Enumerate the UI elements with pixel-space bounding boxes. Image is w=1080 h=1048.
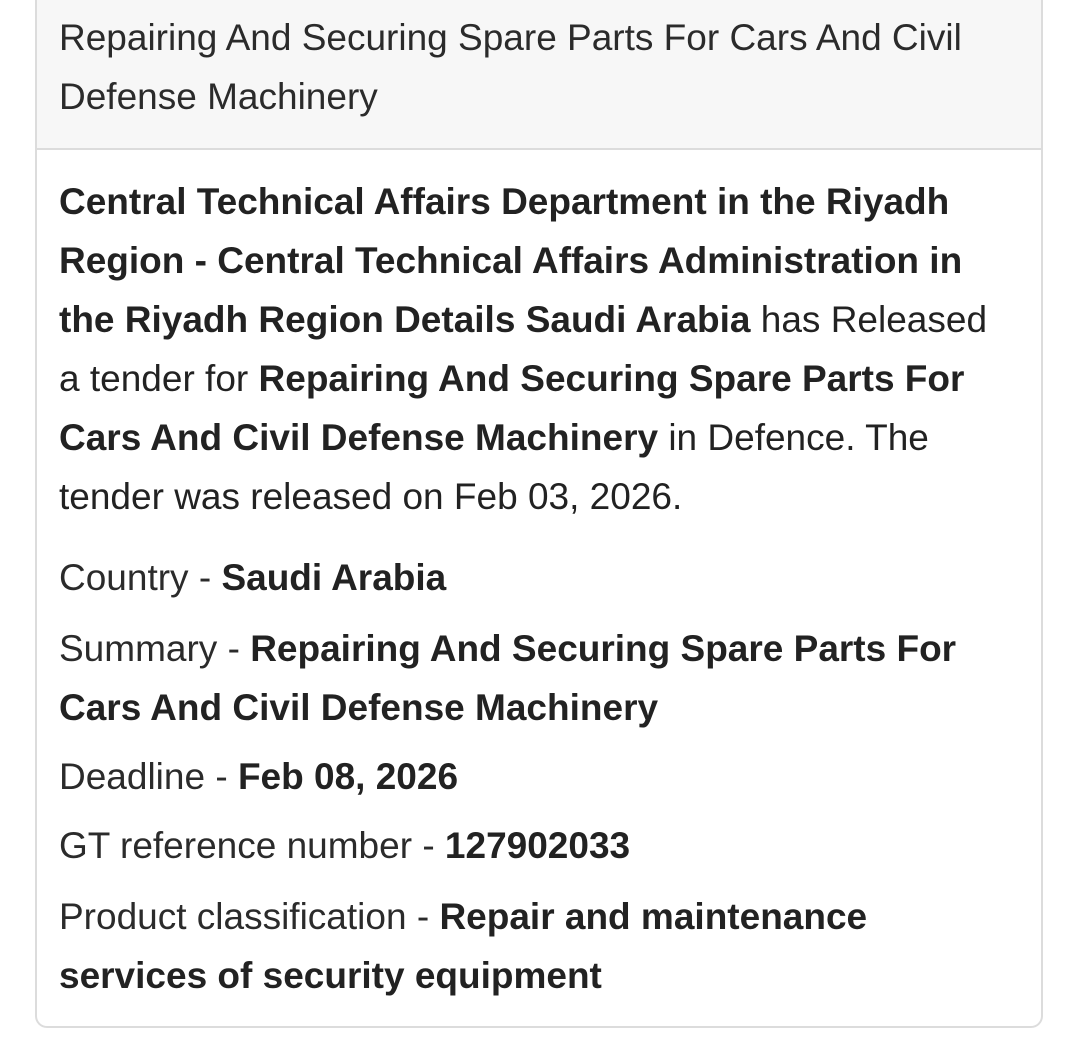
detail-gt-reference (59, 816, 1017, 875)
detail-value: 127902033 (444, 825, 631, 866)
description-text-1: has Released a tender for (59, 299, 988, 399)
detail-country (59, 548, 1017, 607)
detail-label: Country - (59, 557, 222, 598)
tender-description (59, 172, 1017, 526)
card-header (37, 0, 1041, 150)
card-body (37, 150, 1041, 1005)
detail-value: Saudi Arabia (221, 557, 447, 598)
detail-product-classification (59, 887, 1017, 1005)
detail-deadline (59, 747, 1017, 806)
detail-label: Summary - (59, 628, 251, 669)
detail-label: Product classification - (59, 896, 440, 937)
tender-card (35, 0, 1043, 1028)
tender-name: Repairing And Securing Spare Parts For Cars And Civil Defense Machinery (59, 358, 965, 458)
detail-value: Repair and maintenance services of security equipment (59, 896, 868, 996)
organization-name: Central Technical Affairs Department in the Riyadh Region - Central Technical Affairs Administration in the Riyadh Region Details Saudi Arabia (59, 181, 963, 340)
description-text-2: in Defence. The tender was released on Feb 03, 2026. (59, 417, 929, 517)
tender-title[interactable]: Repairing And Securing Spare Parts For Cars And Civil Defense Machinery (59, 17, 962, 117)
detail-value: Feb 08, 2026 (237, 756, 459, 797)
detail-value: Repairing And Securing Spare Parts For Cars And Civil Defense Machinery (59, 628, 957, 728)
detail-label: GT reference number - (59, 825, 445, 866)
detail-summary (59, 619, 1017, 737)
detail-label: Deadline - (59, 756, 238, 797)
